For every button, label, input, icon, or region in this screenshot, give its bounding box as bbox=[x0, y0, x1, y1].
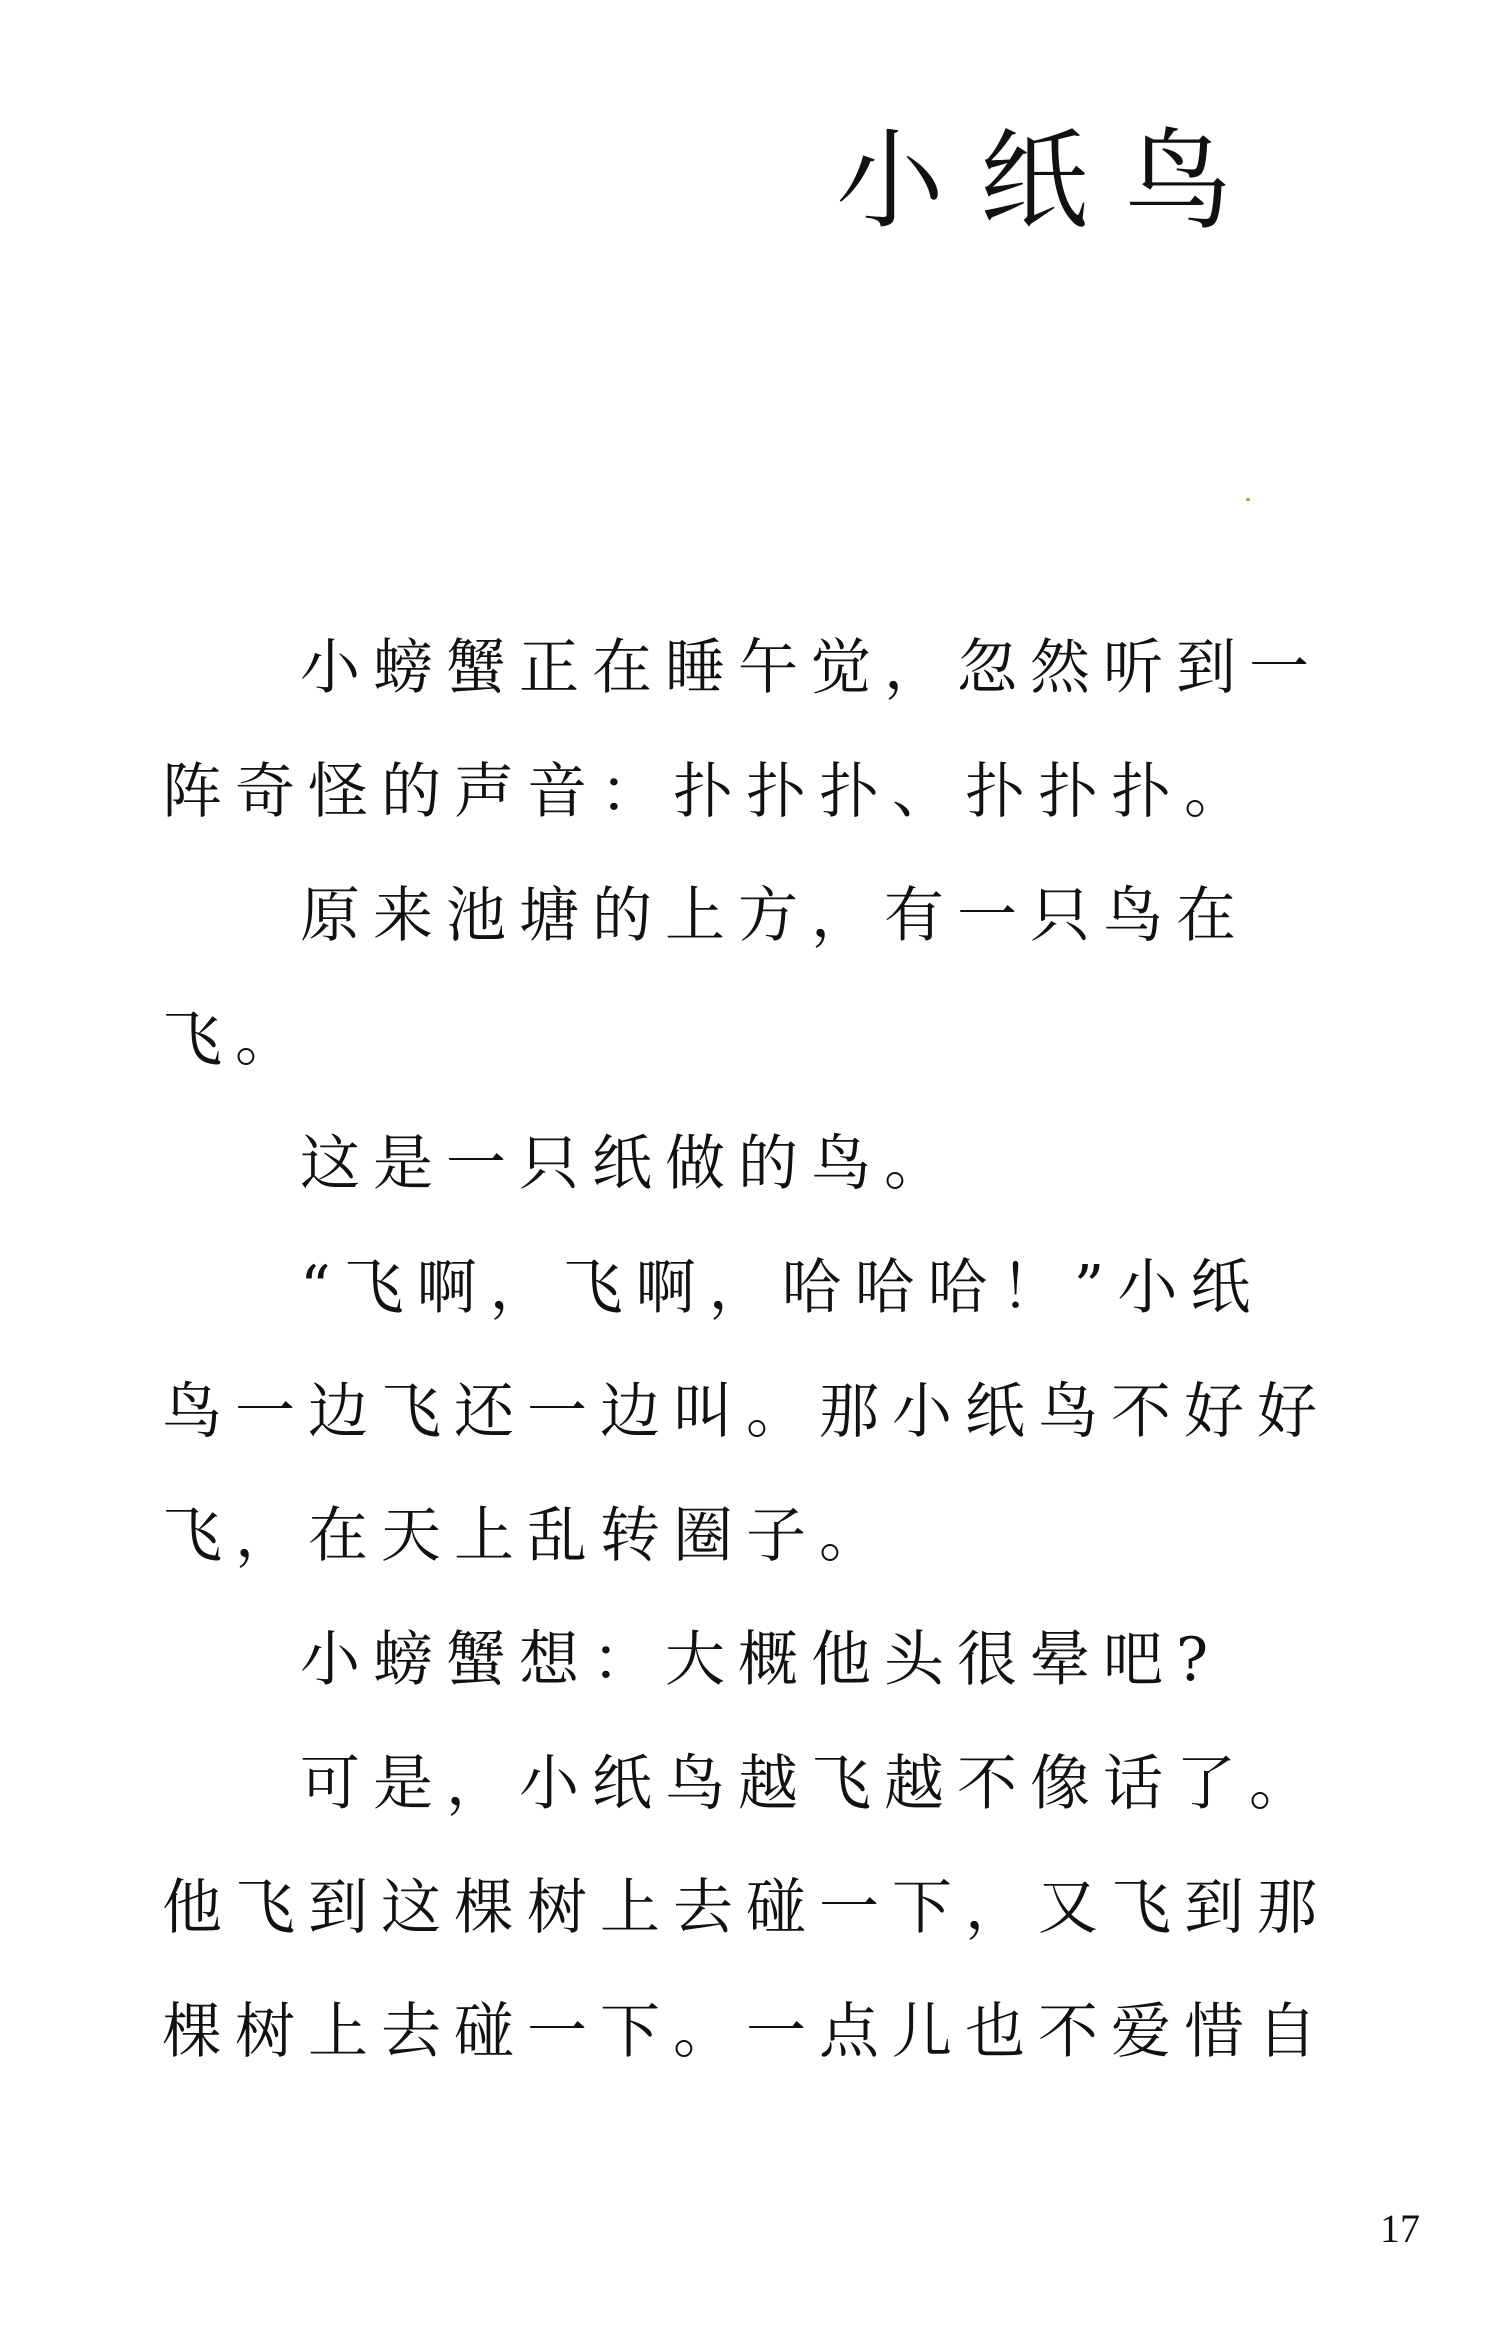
text-line: 阵奇怪的声音：扑扑扑、扑扑扑。 bbox=[162, 757, 1257, 827]
text-line: “飞啊，飞啊，哈哈哈！”小纸 bbox=[300, 1253, 1264, 1323]
page-title: 小纸鸟 bbox=[835, 119, 1268, 244]
text-line: 他飞到这棵树上去碰一下，又飞到那 bbox=[162, 1873, 1330, 1943]
page-number: 17 bbox=[1380, 2206, 1420, 2251]
text-line: 鸟一边飞还一边叫。那小纸鸟不好好 bbox=[162, 1377, 1330, 1447]
text-line: 飞。 bbox=[162, 1005, 308, 1075]
text-line: 飞，在天上乱转圈子。 bbox=[162, 1501, 892, 1571]
scan-speck bbox=[1246, 498, 1250, 501]
text-line: 原来池塘的上方，有一只鸟在 bbox=[300, 881, 1249, 951]
text-line: 小螃蟹想：大概他头很晕吧? bbox=[300, 1625, 1222, 1695]
text-line: 小螃蟹正在睡午觉，忽然听到一 bbox=[300, 633, 1322, 703]
text-line: 这是一只纸做的鸟。 bbox=[300, 1129, 957, 1199]
text-line: 棵树上去碰一下。一点儿也不爱惜自 bbox=[162, 1997, 1330, 2067]
text-line: 可是，小纸鸟越飞越不像话了。 bbox=[300, 1749, 1322, 1819]
